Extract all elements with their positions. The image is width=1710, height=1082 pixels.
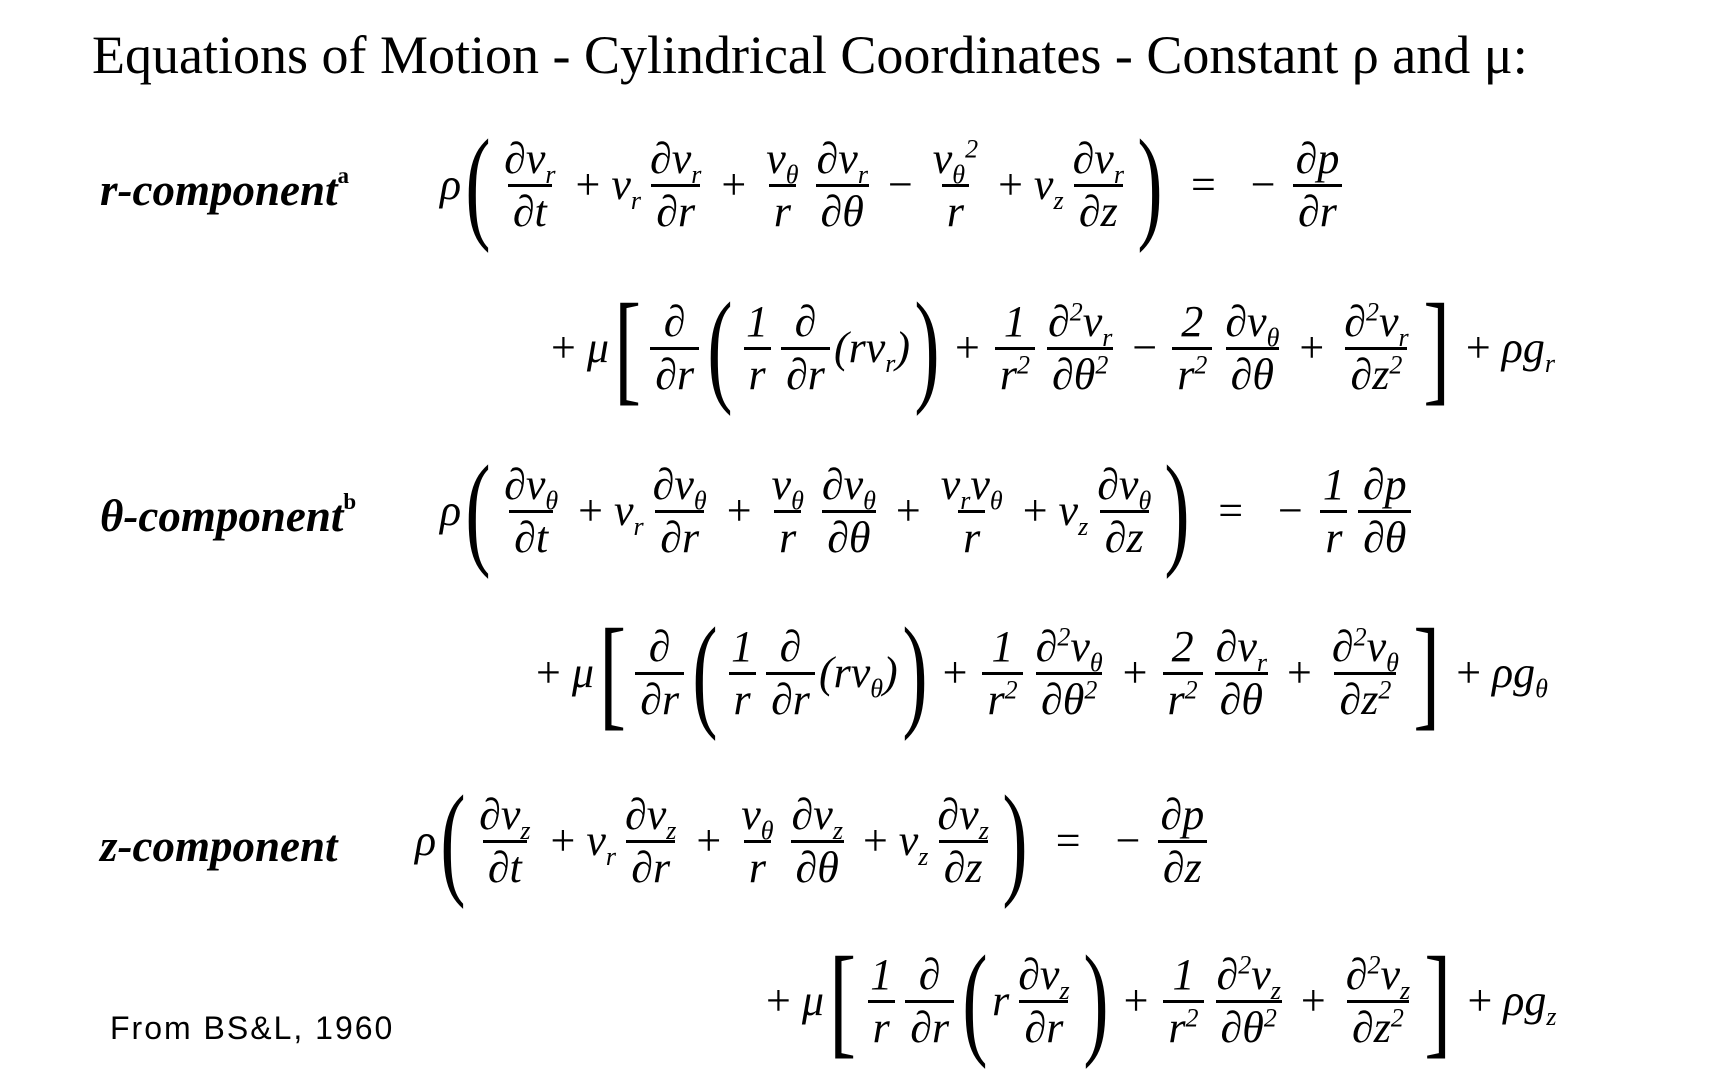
page-title: Equations of Motion - Cylindrical Coordinates - Constant ρ and μ: [92, 25, 1528, 85]
r-equation-line-2: + μ [ $\frac{\partial}{\partial r}$ ( $\frac{1}{r}$ $\frac{\partial}{\partial r}$ $(rv_r)$ ) + $\frac{1}{r^2}$ $\frac{\partial^2v_r}{\partial\theta^2}$ − $\frac{2}{r^2}$ $\frac{\partial v_\theta}{\partial\theta}$ + $\frac{\partial^2v_r}{\partial z^2}$ ] + $\rho g_r$ [551, 278, 1555, 417]
z-equation-line-1: ρ ( $\frac{\partial v_z}{\partial t}$ + $v_r$ $\frac{\partial v_z}{\partial r}$ + $\frac{v_\theta}{r}$ $\frac{\partial v_z}{\partial\theta}$ + $v_z$ $\frac{\partial v_z}{\partial z}$ ) = − $\frac{\partial p}{\partial z}$ [415, 778, 1213, 904]
theta-component-label [100, 490, 356, 542]
theta-equation-line-2: + μ [ $\frac{\partial}{\partial r}$ ( $\frac{1}{r}$ $\frac{\partial}{\partial r}$ $(rv_\theta)$ ) + $\frac{1}{r^2}$ $\frac{\partial^2v_\theta}{\partial\theta^2}$ + $\frac{2}{r^2}$ $\frac{\partial v_r}{\partial\theta}$ + $\frac{\partial^2v_\theta}{\partial z^2}$ ] + $\rho g_\theta$ [536, 603, 1548, 742]
z-component-label [100, 820, 338, 872]
r-component-footnote: a [337, 163, 350, 188]
r-component-text: r-component [100, 165, 338, 215]
theta-component-footnote: b [343, 489, 357, 514]
r-component-label [100, 164, 349, 216]
source-credit: From BS&L, 1960 [110, 1010, 395, 1046]
theta-component-text: θ-component [100, 491, 344, 541]
z-component-text: z-component [100, 821, 338, 871]
theta-equation-line-1: ρ ( $\frac{\partial v_\theta}{\partial t}$ + $v_r$ $\frac{\partial v_\theta}{\partial r}$ + $\frac{v_\theta}{r}$ $\frac{\partial v_\theta}{\partial\theta}$ + $\frac{v_rv_\theta}{r}$ + $v_z$ $\frac{\partial v_\theta}{\partial z}$ ) = − $\frac{1}{r}$ $\frac{\partial p}{\partial\theta}$ [440, 448, 1416, 574]
z-equation-line-2: + μ [ $\frac{1}{r}$ $\frac{\partial}{\partial r}$ ( r $\frac{\partial v_z}{\partial r}$ ) + $\frac{1}{r^2}$ $\frac{\partial^2v_z}{\partial\theta^2}$ + $\frac{\partial^2v_z}{\partial z^2}$ ] + $\rho g_z$ [766, 931, 1557, 1070]
r-equation-line-1: ρ ( $\frac{\partial v_r}{\partial t}$ + $v_r$ $\frac{\partial v_r}{\partial r}$ + $\frac{v_\theta}{r}$ $\frac{\partial v_r}{\partial\theta}$ − $\frac{v_\theta^2}{r}$ + $v_z$ $\frac{\partial v_r}{\partial z}$ ) = − $\frac{\partial p}{\partial r}$ [440, 122, 1348, 248]
